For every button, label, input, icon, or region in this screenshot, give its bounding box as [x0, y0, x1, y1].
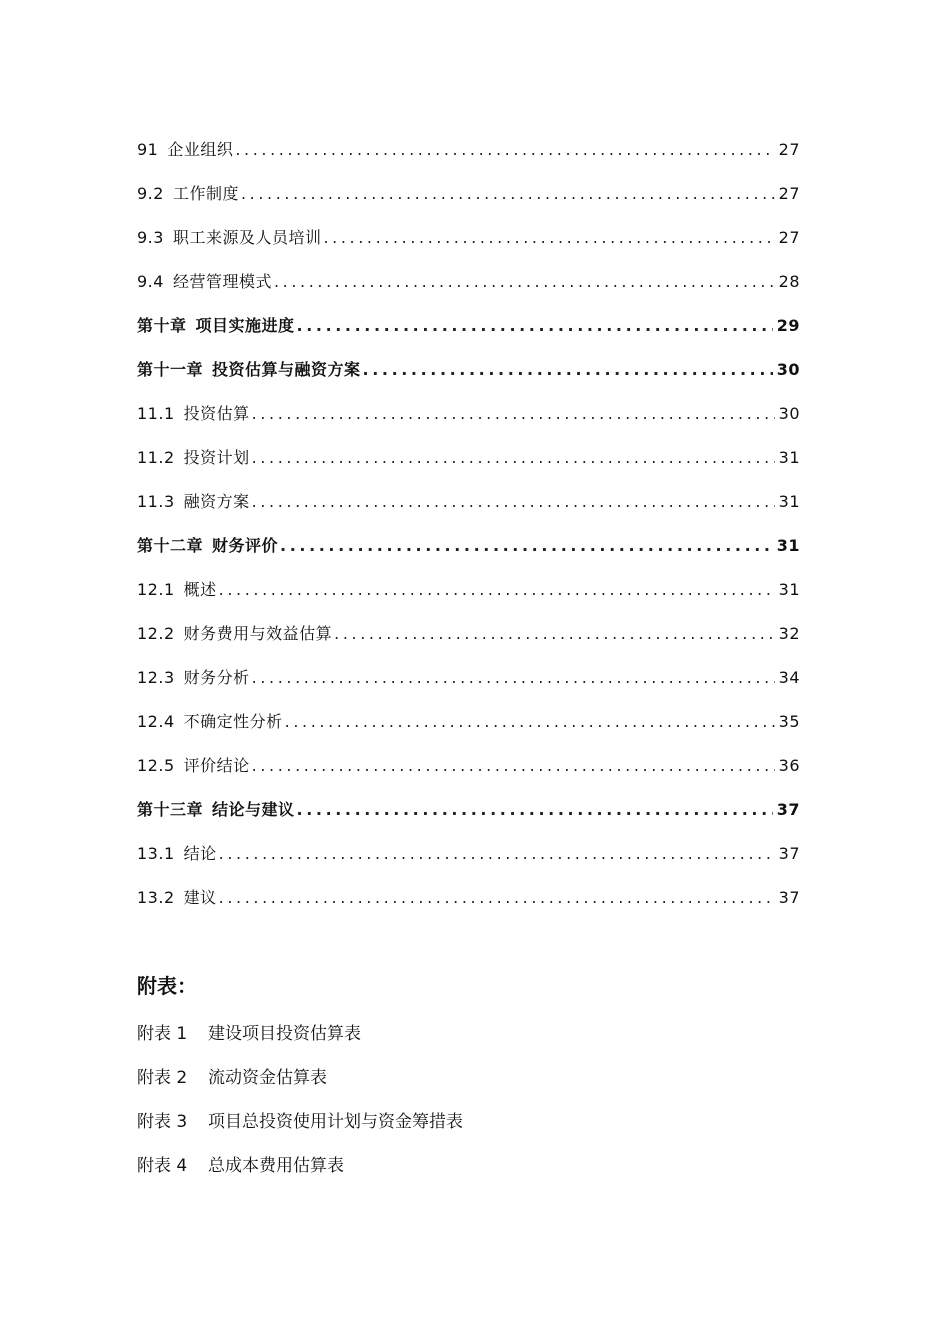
- toc-entry-number: 11.2: [137, 448, 175, 467]
- toc-entry-title: 投资计划: [183, 448, 250, 467]
- toc-entry-page: 37: [778, 844, 800, 863]
- toc-chapter-entry[interactable]: [137, 304, 800, 348]
- toc-entry-number: 13.1: [137, 844, 175, 863]
- dot-leader: [285, 700, 775, 744]
- appendix-item[interactable]: [137, 1056, 463, 1100]
- toc-entry-number: 91: [137, 140, 159, 159]
- toc-entry-number: 第十章: [137, 316, 187, 335]
- toc-entry-title: 企业组织: [167, 140, 234, 159]
- toc-entry[interactable]: [137, 744, 800, 788]
- toc-entry-label: [137, 172, 239, 216]
- dot-leader: [252, 656, 775, 700]
- toc-entry[interactable]: [137, 656, 800, 700]
- toc-entry-number: 9.4: [137, 272, 164, 291]
- appendix-item-label: 附表 2: [137, 1068, 188, 1088]
- toc-entry[interactable]: [137, 128, 800, 172]
- dot-leader: [323, 216, 774, 260]
- toc-entry-page: 35: [778, 712, 800, 731]
- toc-entry-title: 融资方案: [183, 492, 250, 511]
- toc-entry-label: [137, 216, 321, 260]
- toc-entry-page: 37: [776, 800, 800, 819]
- toc-entry-label: [137, 480, 250, 524]
- toc-entry-number: 9.2: [137, 184, 164, 203]
- appendix-list: [137, 1012, 463, 1188]
- dot-leader: [363, 348, 773, 392]
- toc-entry[interactable]: [137, 392, 800, 436]
- toc-entry-title: 不确定性分析: [183, 712, 283, 731]
- toc-entry-page: 31: [776, 536, 800, 555]
- toc-entry[interactable]: [137, 568, 800, 612]
- toc-entry-title: 工作制度: [172, 184, 239, 203]
- toc-entry-label: [137, 524, 278, 568]
- toc-entry-title: 财务评价: [212, 536, 279, 555]
- dot-leader: [334, 612, 775, 656]
- toc-chapter-entry[interactable]: [137, 524, 800, 568]
- toc-entry[interactable]: [137, 172, 800, 216]
- toc-entry-label: [137, 568, 217, 612]
- toc-entry-number: 12.4: [137, 712, 175, 731]
- toc-entry-title: 投资估算与融资方案: [212, 360, 361, 379]
- toc-entry-page: 37: [778, 888, 800, 907]
- toc-entry-label: [137, 876, 217, 920]
- toc-entry-label: [137, 348, 361, 392]
- dot-leader: [219, 876, 775, 920]
- dot-leader: [219, 832, 775, 876]
- toc-entry-number: 12.5: [137, 756, 175, 775]
- toc-entry[interactable]: [137, 216, 800, 260]
- toc-entry-number: 第十三章: [137, 800, 204, 819]
- toc-entry-label: [137, 612, 332, 656]
- dot-leader: [219, 568, 775, 612]
- appendix-item[interactable]: [137, 1012, 463, 1056]
- toc-entry-label: [137, 700, 283, 744]
- toc-entry-number: 第十一章: [137, 360, 204, 379]
- dot-leader: [297, 304, 773, 348]
- toc-entry[interactable]: [137, 876, 800, 920]
- toc-entry-label: [137, 260, 272, 304]
- appendix-item[interactable]: [137, 1144, 463, 1188]
- toc-entry-page: 34: [778, 668, 800, 687]
- toc-entry-number: 12.3: [137, 668, 175, 687]
- toc-entry[interactable]: [137, 832, 800, 876]
- toc-chapter-entry[interactable]: [137, 348, 800, 392]
- toc-entry-number: 12.1: [137, 580, 175, 599]
- toc-entry-page: 32: [778, 624, 800, 643]
- toc-entry-label: [137, 436, 250, 480]
- appendix-item-label: 附表 1: [137, 1024, 188, 1044]
- toc-chapter-entry[interactable]: [137, 788, 800, 832]
- toc-entry-number: 13.2: [137, 888, 175, 907]
- toc-entry-number: 9.3: [137, 228, 164, 247]
- toc-entry-number: 11.3: [137, 492, 175, 511]
- toc-entry-label: [137, 304, 295, 348]
- dot-leader: [241, 172, 775, 216]
- toc-entry-title: 投资估算: [183, 404, 250, 423]
- toc-entry-page: 31: [778, 492, 800, 511]
- toc-entry-title: 概述: [183, 580, 217, 599]
- toc-entry-number: 第十二章: [137, 536, 204, 555]
- appendix-item-title: 流动资金估算表: [208, 1068, 327, 1088]
- toc-entry-page: 30: [776, 360, 800, 379]
- toc-entry-title: 评价结论: [183, 756, 250, 775]
- toc-entry-title: 结论: [183, 844, 217, 863]
- appendix-item-label: 附表 4: [137, 1156, 188, 1176]
- toc-entry-label: [137, 788, 295, 832]
- appendix-item-label: 附表 3: [137, 1112, 188, 1132]
- appendix-item-title: 总成本费用估算表: [208, 1156, 344, 1176]
- dot-leader: [252, 480, 775, 524]
- toc-entry-page: 31: [778, 580, 800, 599]
- toc-entry-page: 29: [776, 316, 800, 335]
- dot-leader: [297, 788, 773, 832]
- appendix-item[interactable]: [137, 1100, 463, 1144]
- toc-entry-number: 11.1: [137, 404, 175, 423]
- table-of-contents: [137, 128, 800, 920]
- toc-entry-title: 财务费用与效益估算: [183, 624, 333, 643]
- toc-entry-page: 30: [778, 404, 800, 423]
- dot-leader: [252, 436, 775, 480]
- toc-entry-page: 27: [778, 140, 800, 159]
- toc-entry-number: 12.2: [137, 624, 175, 643]
- toc-entry[interactable]: [137, 612, 800, 656]
- dot-leader: [252, 744, 775, 788]
- toc-entry-page: 27: [778, 228, 800, 247]
- toc-entry-label: [137, 392, 250, 436]
- dot-leader: [252, 392, 775, 436]
- dot-leader: [274, 260, 775, 304]
- toc-entry-label: [137, 656, 250, 700]
- toc-entry-label: [137, 128, 233, 172]
- toc-entry[interactable]: [137, 260, 800, 304]
- toc-entry-title: 职工来源及人员培训: [172, 228, 322, 247]
- toc-entry[interactable]: [137, 700, 800, 744]
- dot-leader: [280, 524, 773, 568]
- toc-entry-label: [137, 832, 217, 876]
- toc-entry-label: [137, 744, 250, 788]
- toc-entry-page: 27: [778, 184, 800, 203]
- toc-entry-title: 经营管理模式: [172, 272, 272, 291]
- appendix-heading: 附表：: [137, 974, 197, 998]
- toc-entry[interactable]: [137, 480, 800, 524]
- toc-entry-page: 31: [778, 448, 800, 467]
- toc-entry[interactable]: [137, 436, 800, 480]
- toc-entry-page: 36: [778, 756, 800, 775]
- dot-leader: [235, 128, 774, 172]
- appendix-item-title: 建设项目投资估算表: [208, 1024, 361, 1044]
- toc-entry-title: 建议: [183, 888, 217, 907]
- toc-entry-title: 财务分析: [183, 668, 250, 687]
- toc-entry-title: 项目实施进度: [195, 316, 295, 335]
- toc-entry-page: 28: [778, 272, 800, 291]
- appendix-item-title: 项目总投资使用计划与资金筹措表: [208, 1112, 463, 1132]
- toc-entry-title: 结论与建议: [212, 800, 295, 819]
